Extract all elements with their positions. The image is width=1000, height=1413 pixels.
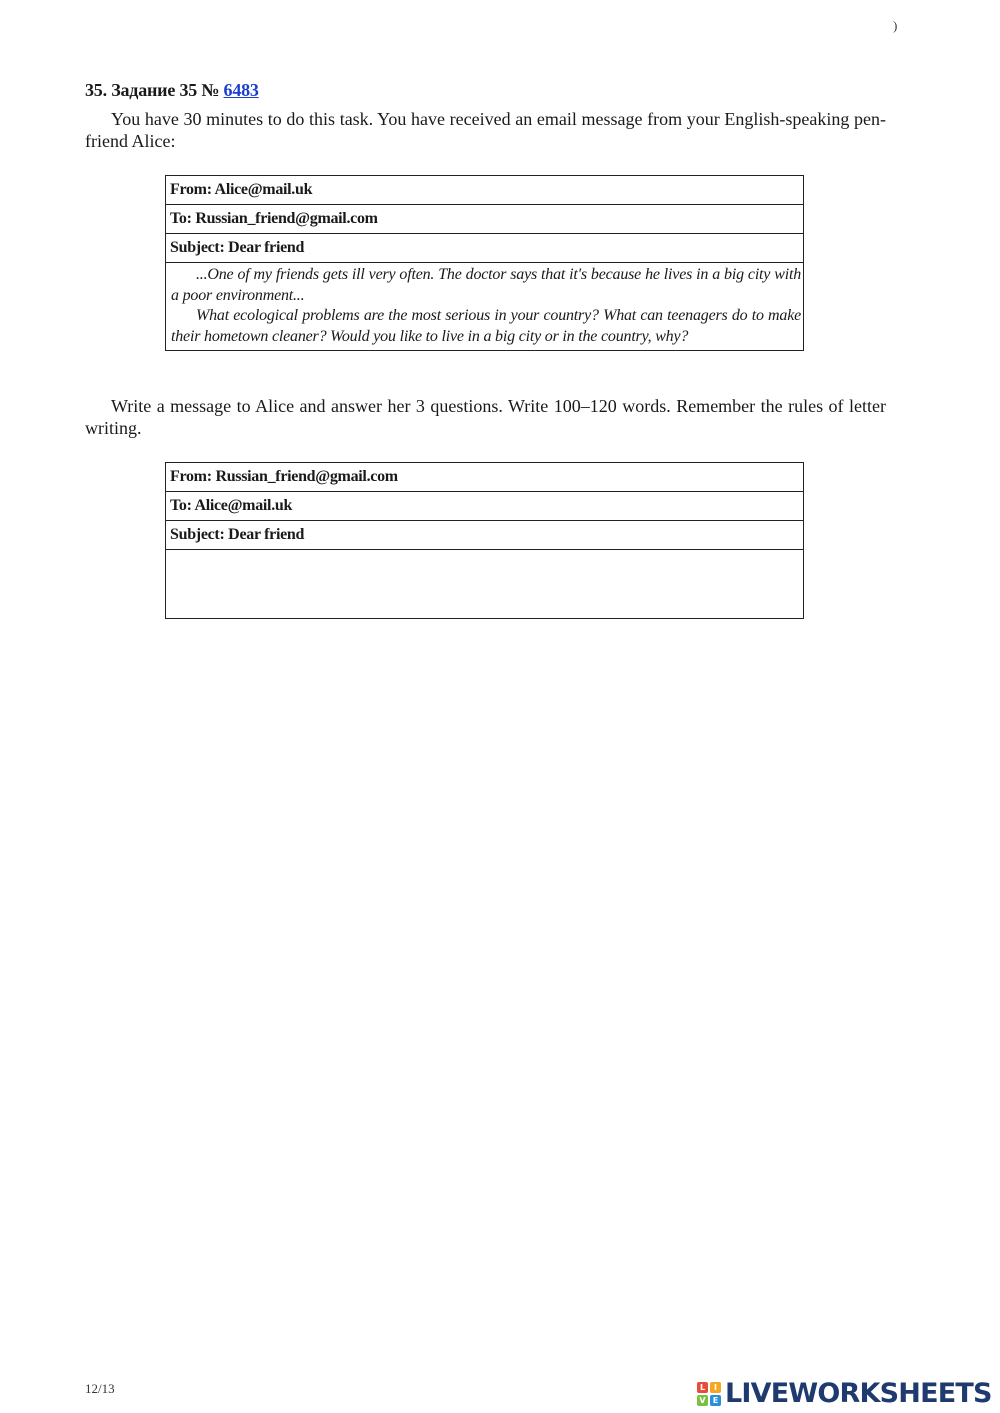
task-intro: You have 30 minutes to do this task. You have received an email message from your English-speaking pen-friend Alice: (85, 109, 886, 151)
incoming-email-subject: Subject: Dear friend (166, 234, 803, 263)
reply-email-subject: Subject: Dear friend (166, 521, 803, 550)
reply-email-from: From: Russian_friend@gmail.com (166, 463, 803, 492)
reply-email (165, 462, 804, 619)
brand-wordmark: LIVEWORKSHEETS (725, 1378, 992, 1409)
logo-tile-4: E (710, 1395, 721, 1406)
incoming-email-body-paragraph-1: ...One of my friends gets ill very often. The doctor says that it's because he lives in a big city with a poor environment... (171, 266, 801, 304)
liveworksheets-brand (697, 1378, 992, 1409)
task-number-link[interactable]: 6483 (223, 80, 259, 100)
incoming-email-from: From: Alice@mail.uk (166, 176, 803, 205)
logo-tile-1: L (697, 1382, 708, 1393)
logo-tile-3: V (697, 1395, 708, 1406)
logo-tile-2: I (710, 1382, 721, 1393)
task-heading-label: 35. Задание 35 № (85, 80, 224, 100)
incoming-email-body-paragraph-2: What ecological problems are the most serious in your country? What can teenagers do to make their hometown cleaner? Would you like to live in a big city or in the country, why? (171, 307, 801, 345)
incoming-email-to: To: Russian_friend@gmail.com (166, 205, 803, 234)
reply-email-to: To: Alice@mail.uk (166, 492, 803, 521)
task-instruction: Write a message to Alice and answer her 3 questions. Write 100–120 words. Remember the rules of letter writing. (85, 396, 886, 438)
liveworksheets-logo-icon (697, 1382, 721, 1406)
incoming-email-body (166, 263, 803, 350)
corner-mark: ) (893, 18, 898, 33)
task-heading (85, 80, 259, 101)
reply-email-body-area[interactable] (166, 550, 803, 618)
page-number: 12/13 (85, 1381, 115, 1396)
incoming-email (165, 175, 804, 351)
